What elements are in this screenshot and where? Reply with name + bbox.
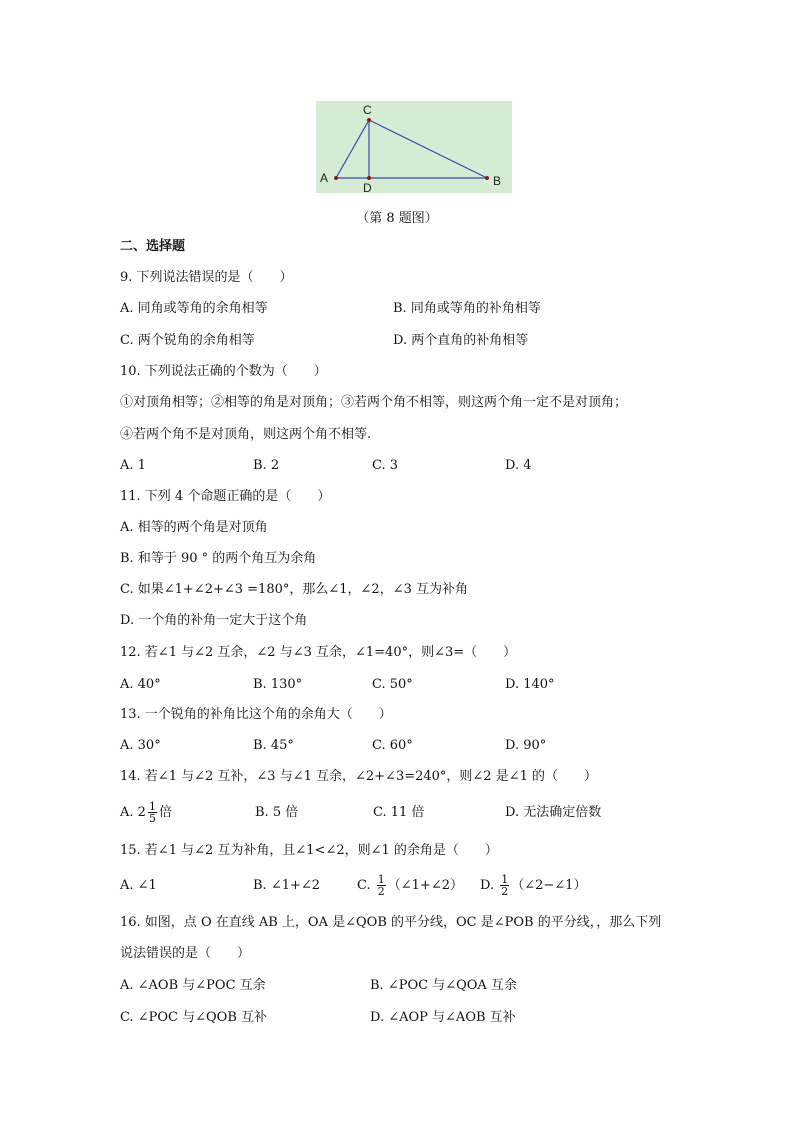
- q15-option-d-fraction: [500, 874, 509, 897]
- q16-option-a: A. ∠AOB 与∠POC 互余: [120, 978, 266, 993]
- q12-option-a: A. 40°: [120, 677, 161, 692]
- q9-option-c: C. 两个锐角的余角相等: [120, 333, 255, 348]
- q9-option-b: B. 同角或等角的补角相等: [393, 301, 541, 316]
- q15-option-c-numerator: 1: [377, 873, 385, 886]
- q11-option-c: C. 如果∠1+∠2+∠3 =180°，那么∠1，∠2，∠3 互为补角: [120, 582, 468, 597]
- point-b: [485, 176, 489, 180]
- q15-option-a: A. ∠1: [120, 878, 157, 893]
- q16-stem-line1: 16. 如图，点 O 在直线 AB 上，OA 是∠QOB 的平分线，OC 是∠POB 的平分线，，那么下列: [120, 915, 662, 930]
- q14-option-a-numerator: 1: [148, 800, 156, 813]
- q14-stem: 14. 若∠1 与∠2 互补，∠3 与∠1 互余，∠2+∠3=240°，则∠2 是∠1 的（ ）: [120, 769, 598, 784]
- label-b: B: [493, 174, 502, 188]
- figure-caption: （第 8 题图）: [356, 211, 438, 226]
- label-d: D: [363, 181, 372, 193]
- q12-option-c: C. 50°: [372, 677, 413, 692]
- q11-option-d: D. 一个角的补角一定大于这个角: [120, 613, 308, 628]
- q14-option-a: [120, 798, 172, 828]
- q13-stem: 13. 一个锐角的补角比这个角的余角大（ ）: [120, 707, 392, 722]
- q9-option-d: D. 两个直角的补角相等: [393, 333, 529, 348]
- q15-option-c-fraction: [377, 874, 386, 897]
- section-title: 二、选择题: [120, 239, 186, 254]
- q15-option-c-prefix: C.: [357, 878, 371, 893]
- q12-option-b: B. 130°: [253, 677, 303, 692]
- q15-option-d-suffix: （∠2−∠1）: [511, 878, 587, 893]
- q14-option-a-fraction: [148, 801, 157, 824]
- q10-option-c: C. 3: [372, 458, 399, 473]
- q10-statement-line2: ④若两个角不是对顶角，则这两个角不相等.: [120, 427, 372, 442]
- figure-background: [316, 101, 512, 193]
- q10-stem: 10. 下列说法正确的个数为（ ）: [120, 364, 327, 379]
- q14-option-d: D. 无法确定倍数: [505, 805, 602, 820]
- triangle-diagram: [316, 101, 512, 193]
- point-c: [367, 118, 371, 122]
- q9-stem: 9. 下列说法错误的是（ ）: [120, 270, 293, 285]
- q15-option-c-suffix: （∠1+∠2）: [387, 878, 463, 893]
- q15-option-b: B. ∠1+∠2: [253, 878, 321, 893]
- q12-stem: 12. 若∠1 与∠2 互余，∠2 与∠3 互余，∠1=40°，则∠3=（ ）: [120, 645, 517, 660]
- q13-option-b: B. 45°: [253, 738, 294, 753]
- q9-option-a: A. 同角或等角的余角相等: [120, 301, 268, 316]
- q13-option-a: A. 30°: [120, 738, 161, 753]
- q14-option-c: C. 11 倍: [373, 805, 425, 820]
- triangle-figure: [316, 101, 512, 193]
- q15-option-d-prefix: D.: [480, 878, 495, 893]
- q12-option-d: D. 140°: [505, 677, 555, 692]
- q15-option-c-denominator: 2: [377, 885, 385, 898]
- q11-stem: 11. 下列 4 个命题正确的是（ ）: [120, 489, 331, 504]
- label-a: A: [320, 171, 329, 185]
- q14-option-a-suffix: 倍: [158, 805, 172, 820]
- label-c: C: [363, 103, 372, 117]
- point-d: [367, 176, 371, 180]
- q10-option-d: D. 4: [505, 458, 532, 473]
- q14-option-a-prefix: A. 2: [120, 805, 146, 820]
- q15-option-d: [480, 871, 586, 901]
- q16-option-c: C. ∠POC 与∠QOB 互补: [120, 1010, 268, 1025]
- q15-option-d-denominator: 2: [501, 885, 509, 898]
- q16-stem-line2: 说法错误的是（ ）: [120, 946, 251, 961]
- q10-option-b: B. 2: [253, 458, 280, 473]
- q15-option-d-numerator: 1: [501, 873, 509, 886]
- q11-option-b: B. 和等于 90 ° 的两个角互为余角: [120, 551, 317, 566]
- q10-statement-line1: ①对顶角相等；②相等的角是对顶角；③若两个角不相等，则这两个角一定不是对顶角；: [120, 395, 628, 410]
- q15-option-c: [357, 871, 463, 901]
- q13-option-c: C. 60°: [372, 738, 413, 753]
- q14-option-b: B. 5 倍: [255, 805, 299, 820]
- q14-option-a-denominator: 5: [148, 812, 156, 825]
- q13-option-d: D. 90°: [505, 738, 547, 753]
- point-a: [334, 176, 338, 180]
- q15-stem: 15. 若∠1 与∠2 互为补角，且∠1<∠2，则∠1 的余角是（ ）: [120, 843, 498, 858]
- q16-option-b: B. ∠POC 与∠QOA 互余: [370, 978, 517, 993]
- q16-option-d: D. ∠AOP 与∠AOB 互补: [370, 1010, 516, 1025]
- q11-option-a: A. 相等的两个角是对顶角: [120, 520, 268, 535]
- q10-option-a: A. 1: [120, 458, 146, 473]
